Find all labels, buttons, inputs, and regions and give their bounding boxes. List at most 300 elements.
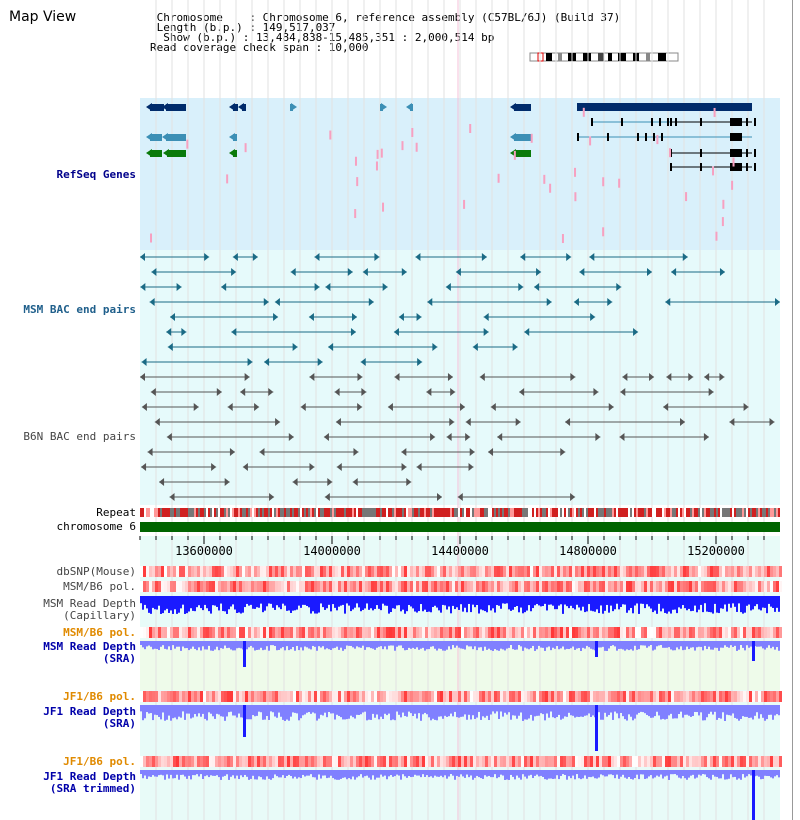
depth-bar <box>770 770 772 777</box>
depth-bar <box>502 770 504 776</box>
depth-bar <box>498 596 500 606</box>
heat-cell <box>686 581 689 592</box>
depth-bar <box>446 641 448 650</box>
heat-cell <box>440 627 443 638</box>
heat-cell <box>425 627 428 638</box>
heat-cell <box>206 581 209 592</box>
depth-bar <box>550 596 552 604</box>
heat-cell <box>200 566 203 577</box>
heat-cell <box>608 581 611 592</box>
depth-bar <box>172 770 174 778</box>
depth-bar <box>528 641 530 649</box>
exon <box>746 118 748 126</box>
depth-bar <box>482 705 484 716</box>
heat-cell <box>269 566 272 577</box>
depth-bar <box>686 641 688 647</box>
depth-bar <box>532 705 534 721</box>
heat-cell <box>476 627 479 638</box>
depth-bar <box>402 705 404 713</box>
depth-bar <box>716 641 718 648</box>
depth-bar <box>536 770 538 775</box>
depth-bar <box>500 596 502 609</box>
depth-bar <box>564 705 566 716</box>
depth-bar <box>484 770 486 775</box>
heat-cell <box>224 756 227 767</box>
msm-read-depth-sra-label[interactable]: MSM Read Depth (SRA) <box>43 640 136 665</box>
repeat-segment <box>594 508 596 517</box>
repeat-segment <box>420 508 422 517</box>
depth-bar <box>582 705 584 717</box>
depth-bar <box>454 596 456 609</box>
heat-cell <box>635 566 638 577</box>
heat-cell <box>353 566 356 577</box>
heat-cell <box>332 627 335 638</box>
depth-bar <box>290 596 292 613</box>
depth-bar <box>216 641 218 647</box>
heat-cell <box>275 756 278 767</box>
heat-cell <box>287 627 290 638</box>
heat-cell <box>218 756 221 767</box>
depth-bar <box>658 770 660 777</box>
depth-bar <box>604 705 606 713</box>
depth-bar <box>240 641 242 648</box>
depth-bar <box>604 596 606 611</box>
heat-cell <box>719 627 722 638</box>
depth-bar <box>614 705 616 712</box>
depth-bar <box>618 641 620 649</box>
dbsnp-track-label[interactable]: dbSNP(Mouse) <box>56 565 136 578</box>
heat-cell <box>326 581 329 592</box>
depth-bar <box>674 770 676 774</box>
depth-bar <box>624 596 626 605</box>
heat-cell <box>713 566 716 577</box>
depth-bar <box>506 641 508 649</box>
heat-cell <box>200 691 203 702</box>
depth-bar <box>212 705 214 716</box>
depth-bar <box>632 770 634 780</box>
depth-bar <box>602 705 604 720</box>
depth-bar <box>708 641 710 647</box>
heat-cell <box>194 566 197 577</box>
heat-cell <box>509 566 512 577</box>
repeat-segment <box>748 508 750 517</box>
heat-cell <box>629 756 632 767</box>
repeat-segment <box>436 508 438 517</box>
depth-bar <box>266 705 268 716</box>
repeat-segment <box>616 508 618 517</box>
depth-bar <box>446 705 448 717</box>
heat-cell <box>326 566 329 577</box>
depth-bar <box>696 770 698 778</box>
heat-cell <box>365 756 368 767</box>
depth-bar <box>522 770 524 774</box>
depth-bar <box>186 641 188 648</box>
depth-bar <box>410 596 412 606</box>
depth-bar <box>322 770 324 776</box>
depth-bar <box>748 641 750 648</box>
depth-bar <box>650 705 652 718</box>
heat-cell <box>695 581 698 592</box>
depth-bar <box>766 596 768 613</box>
depth-bar <box>414 705 416 714</box>
heat-cell <box>272 566 275 577</box>
depth-bar <box>294 705 296 713</box>
depth-bar <box>600 705 602 720</box>
heat-cell <box>239 581 242 592</box>
heat-cell <box>557 691 560 702</box>
depth-bar <box>724 596 726 604</box>
depth-bar <box>266 596 268 606</box>
repeat-segment <box>344 508 346 517</box>
heat-cell <box>149 566 152 577</box>
depth-bar <box>402 641 404 648</box>
depth-bar <box>512 596 514 610</box>
heat-cell <box>284 756 287 767</box>
repeat-segment <box>672 508 674 517</box>
heat-cell <box>770 691 773 702</box>
heat-cell <box>539 566 542 577</box>
depth-bar <box>360 596 362 611</box>
heat-cell <box>293 566 296 577</box>
depth-bar <box>578 596 580 607</box>
heat-cell <box>545 566 548 577</box>
depth-bar <box>428 770 430 777</box>
pink-mark <box>618 179 620 188</box>
depth-bar <box>710 770 712 780</box>
repeat-segment <box>302 508 304 517</box>
heat-cell <box>632 627 635 638</box>
depth-bar <box>350 641 352 646</box>
heat-cell <box>530 581 533 592</box>
heat-cell <box>524 627 527 638</box>
depth-bar <box>712 770 714 775</box>
heat-cell <box>650 756 653 767</box>
heat-cell <box>422 566 425 577</box>
heat-cell <box>464 627 467 638</box>
depth-bar <box>648 596 650 606</box>
heat-cell <box>437 627 440 638</box>
heat-cell <box>215 691 218 702</box>
depth-bar <box>706 770 708 777</box>
heat-cell <box>416 581 419 592</box>
jf1-b6-pol-track-label[interactable]: JF1/B6 pol. <box>63 690 136 703</box>
refseq-track-label[interactable]: RefSeq Genes <box>56 168 136 181</box>
depth-bar <box>732 770 734 777</box>
heat-cell <box>320 566 323 577</box>
depth-bar <box>462 705 464 717</box>
pink-mark <box>722 200 724 209</box>
chromosome-track-label[interactable]: chromosome 6 <box>56 520 136 533</box>
depth-bar <box>696 596 698 612</box>
depth-bar <box>342 770 344 778</box>
jf1-b6-pol-2-track-label[interactable]: JF1/B6 pol. <box>63 755 136 768</box>
depth-spike <box>752 641 755 661</box>
repeat-segment <box>292 508 294 517</box>
repeat-segment <box>360 508 362 517</box>
heat-cell <box>725 627 728 638</box>
heat-cell <box>584 691 587 702</box>
heat-cell <box>266 756 269 767</box>
depth-bar <box>270 641 272 645</box>
heat-cell <box>287 756 290 767</box>
heat-cell <box>572 566 575 577</box>
depth-bar <box>240 596 242 614</box>
repeat-segment <box>388 508 390 517</box>
heat-cell <box>182 581 185 592</box>
depth-bar <box>316 770 318 780</box>
depth-bar <box>732 705 734 713</box>
heat-cell <box>650 691 653 702</box>
heat-cell <box>548 756 551 767</box>
heat-cell <box>575 581 578 592</box>
heat-cell <box>761 691 764 702</box>
heat-cell <box>692 581 695 592</box>
depth-bar <box>192 641 194 647</box>
repeat-segment <box>328 508 330 517</box>
repeat-segment <box>530 508 532 517</box>
repeat-segment <box>320 508 322 517</box>
depth-bar <box>230 641 232 649</box>
exon <box>746 149 748 157</box>
depth-bar <box>386 705 388 715</box>
depth-bar <box>428 641 430 649</box>
heat-cell <box>545 627 548 638</box>
depth-bar <box>436 596 438 608</box>
repeat-segment <box>778 508 780 517</box>
heat-cell <box>644 566 647 577</box>
depth-bar <box>200 641 202 650</box>
depth-bar <box>476 596 478 605</box>
depth-bar <box>166 641 168 649</box>
heat-cell <box>182 566 185 577</box>
heat-cell <box>596 566 599 577</box>
heat-cell <box>392 756 395 767</box>
repeat-segment <box>234 508 236 517</box>
depth-bar <box>546 596 548 610</box>
depth-bar <box>146 641 148 646</box>
depth-bar <box>660 770 662 775</box>
heat-cell <box>623 581 626 592</box>
depth-bar <box>170 770 172 775</box>
depth-bar <box>166 770 168 774</box>
repeat-segment <box>216 508 218 517</box>
heat-cell <box>245 627 248 638</box>
depth-bar <box>448 641 450 646</box>
depth-bar <box>770 596 772 607</box>
heat-cell <box>317 566 320 577</box>
depth-bar <box>418 770 420 776</box>
repeat-segment <box>758 508 760 517</box>
repeat-segment <box>376 508 378 517</box>
exon <box>607 133 609 141</box>
depth-bar <box>422 705 424 714</box>
heat-cell <box>773 756 776 767</box>
b6n-bac-track-label[interactable]: B6N BAC end pairs <box>23 430 136 443</box>
depth-bar <box>638 596 640 614</box>
depth-bar <box>632 705 634 720</box>
depth-bar <box>458 705 460 718</box>
heat-cell <box>704 691 707 702</box>
repeat-segment <box>378 508 380 517</box>
heat-cell <box>185 691 188 702</box>
pink-mark <box>329 131 331 140</box>
repeat-segment <box>500 508 502 517</box>
heat-cell <box>698 627 701 638</box>
msm-b6-pol-track-label[interactable]: MSM/B6 pol. <box>63 580 136 593</box>
depth-bar <box>466 641 468 645</box>
repeat-segment <box>404 508 406 517</box>
depth-bar <box>730 770 732 774</box>
heat-cell <box>509 756 512 767</box>
heat-cell <box>626 756 629 767</box>
depth-bar <box>398 641 400 646</box>
depth-bar <box>622 596 624 604</box>
depth-bar <box>246 641 248 649</box>
depth-bar <box>720 596 722 608</box>
depth-bar <box>344 770 346 777</box>
depth-bar <box>550 641 552 650</box>
depth-bar <box>640 641 642 645</box>
depth-bar <box>352 641 354 647</box>
heat-cell <box>572 627 575 638</box>
heat-cell <box>761 566 764 577</box>
heat-cell <box>263 566 266 577</box>
heat-cell <box>515 756 518 767</box>
depth-bar <box>776 770 778 775</box>
heat-cell <box>185 756 188 767</box>
depth-bar <box>232 770 234 775</box>
pink-mark <box>463 200 465 209</box>
repeat-segment <box>528 508 530 517</box>
heat-cell <box>641 756 644 767</box>
repeat-segment <box>314 508 316 517</box>
depth-bar <box>744 596 746 613</box>
heat-cell <box>470 581 473 592</box>
depth-bar <box>336 705 338 715</box>
depth-bar <box>590 596 592 611</box>
depth-bar <box>438 770 440 777</box>
heat-cell <box>236 627 239 638</box>
repeat-segment <box>774 508 776 517</box>
depth-bar <box>152 705 154 720</box>
repeat-segment <box>382 508 384 517</box>
depth-bar <box>666 770 668 776</box>
depth-bar <box>588 596 590 604</box>
depth-bar <box>288 705 290 721</box>
heat-cell <box>434 756 437 767</box>
heat-cell <box>635 691 638 702</box>
repeat-segment <box>380 508 382 517</box>
repeat-segment <box>496 508 498 517</box>
heat-cell <box>638 627 641 638</box>
repeat-track-label[interactable]: Repeat <box>96 506 136 519</box>
depth-bar <box>610 596 612 606</box>
heat-cell <box>377 566 380 577</box>
depth-bar <box>448 705 450 716</box>
heat-cell <box>392 581 395 592</box>
jf1-read-depth-sra-label[interactable]: JF1 Read Depth (SRA) <box>43 705 136 730</box>
depth-bar <box>178 770 180 780</box>
depth-bar <box>308 596 310 607</box>
heat-cell <box>212 691 215 702</box>
depth-bar <box>210 596 212 614</box>
depth-bar <box>494 770 496 774</box>
jf1-read-depth-trimmed-label[interactable]: JF1 Read Depth (SRA trimmed) <box>43 770 136 795</box>
depth-bar <box>276 596 278 605</box>
depth-bar <box>154 641 156 649</box>
depth-bar <box>416 641 418 647</box>
depth-bar <box>700 596 702 605</box>
depth-bar <box>314 705 316 713</box>
heat-cell <box>254 756 257 767</box>
depth-bar <box>404 770 406 776</box>
repeat-segment <box>144 508 146 517</box>
heat-cell <box>488 627 491 638</box>
heat-cell <box>260 627 263 638</box>
heat-cell <box>680 566 683 577</box>
depth-bar <box>466 705 468 720</box>
heat-cell <box>362 627 365 638</box>
msm-bac-track-label[interactable]: MSM BAC end pairs <box>23 303 136 316</box>
depth-bar <box>272 705 274 712</box>
heat-cell <box>680 691 683 702</box>
repeat-segment <box>562 508 564 517</box>
heat-cell <box>683 581 686 592</box>
heat-cell <box>308 566 311 577</box>
repeat-segment <box>220 508 222 517</box>
heat-cell <box>500 627 503 638</box>
heat-cell <box>767 691 770 702</box>
heat-cell <box>467 627 470 638</box>
heat-cell <box>644 691 647 702</box>
heat-cell <box>245 566 248 577</box>
depth-bar <box>310 705 312 714</box>
heat-cell <box>677 566 680 577</box>
depth-bar <box>680 596 682 609</box>
exon <box>670 163 672 171</box>
depth-bar <box>586 770 588 779</box>
depth-bar <box>156 596 158 610</box>
heat-cell <box>401 627 404 638</box>
repeat-segment <box>576 508 578 517</box>
depth-bar <box>172 596 174 614</box>
scale-tick-label: 14400000 <box>431 544 489 558</box>
depth-bar <box>530 705 532 715</box>
depth-bar <box>454 770 456 780</box>
heat-cell <box>209 627 212 638</box>
depth-bar <box>734 641 736 646</box>
depth-bar <box>714 770 716 777</box>
heat-cell <box>413 566 416 577</box>
depth-bar <box>622 705 624 716</box>
depth-bar <box>162 641 164 645</box>
depth-bar <box>184 705 186 720</box>
repeat-segment <box>384 508 386 517</box>
heat-cell <box>722 691 725 702</box>
depth-bar <box>282 705 284 720</box>
depth-bar <box>304 641 306 647</box>
heat-cell <box>482 581 485 592</box>
msm-b6-pol-2-track-label[interactable]: MSM/B6 pol. <box>63 626 136 639</box>
depth-bar <box>264 770 266 780</box>
depth-bar <box>390 705 392 720</box>
depth-bar <box>400 596 402 611</box>
heat-cell <box>629 691 632 702</box>
msm-read-depth-capillary-label[interactable]: MSM Read Depth (Capillary) <box>43 597 136 622</box>
heat-cell <box>284 581 287 592</box>
heat-cell <box>764 566 767 577</box>
depth-bar <box>364 770 366 776</box>
